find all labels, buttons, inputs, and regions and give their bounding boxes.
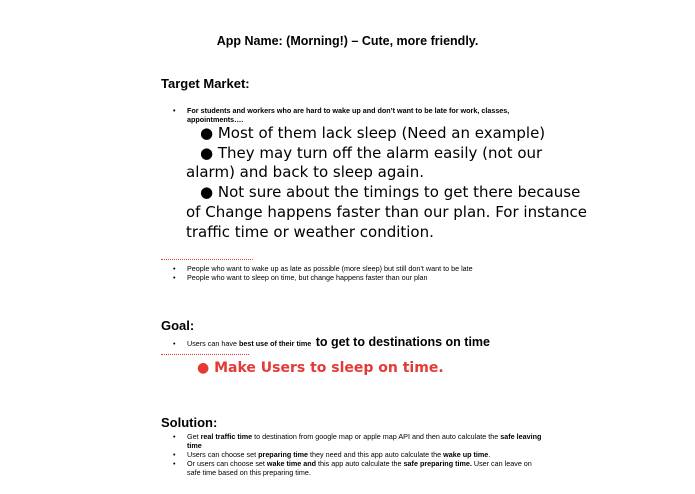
list-item: • People who want to wake up as late as possible (more sleep) but still don’t want to be late <box>173 264 533 273</box>
solution-text: this app auto calculate the <box>316 459 404 468</box>
solution-text: Users can choose set <box>187 450 259 459</box>
goal-bullet <box>173 333 593 351</box>
solution-heading: Solution: <box>161 415 218 430</box>
large-note-line: ● They may turn off the alarm easily (not our <box>200 143 543 162</box>
bullet-glyph: • <box>173 339 176 348</box>
solution-text-bold: safe leaving time <box>187 432 542 450</box>
solution-text-bold: wake up time <box>443 450 489 459</box>
large-note-line: ● Not sure about the timings to get there because <box>200 183 581 202</box>
large-note-line: alarm) and back to sleep again. <box>186 163 424 182</box>
large-note-line: ● Most of them lack sleep (Need an example) <box>200 124 546 142</box>
goal-text-large: to get to destinations on time <box>315 335 490 349</box>
solution-text-bold: safe preparing time. <box>403 459 472 468</box>
list-item <box>173 450 543 459</box>
target-market-extra-list <box>173 264 533 282</box>
solution-text: Or users can choose set <box>187 459 267 468</box>
goal-red-point: ● Make Users to sleep on time. <box>197 360 444 376</box>
large-note-line: of Change happens faster than our plan. For instance <box>186 202 587 221</box>
goal-heading: Goal: <box>161 318 195 333</box>
solution-list <box>173 432 543 477</box>
list-item: • People who want to sleep on time, but change happens faster than our plan <box>173 273 533 282</box>
target-market-intro-list <box>173 106 553 124</box>
solution-text: . <box>488 450 491 459</box>
solution-text-bold: preparing time <box>258 450 309 459</box>
solution-text: to destination from google map or apple map API and then auto calculate the <box>252 432 501 441</box>
list-item: • For students and workers who are hard to wake up and don’t want to be late for work, classes, appointments…. <box>173 106 553 124</box>
solution-text: User can leave on safe time based on this preparing time. <box>187 459 532 477</box>
spellcheck-underline <box>161 354 249 355</box>
solution-text-bold: wake time and <box>266 459 317 468</box>
goal-text-prefix: Users can have <box>187 339 239 348</box>
large-note-line: traffic time or weather condition. <box>186 222 434 241</box>
solution-text: they need and this app auto calculate the <box>308 450 444 459</box>
target-market-large-notes <box>186 124 587 242</box>
goal-text-bold: best use of their time <box>238 339 312 348</box>
solution-text-bold: real traffic time <box>200 432 253 441</box>
list-item <box>173 432 543 450</box>
page-title: App Name: (Morning!) – Cute, more friendly. <box>216 34 479 48</box>
target-market-heading: Target Market: <box>161 76 250 91</box>
list-item <box>173 459 543 477</box>
spellcheck-underline <box>161 259 253 260</box>
solution-text: Get <box>187 432 201 441</box>
